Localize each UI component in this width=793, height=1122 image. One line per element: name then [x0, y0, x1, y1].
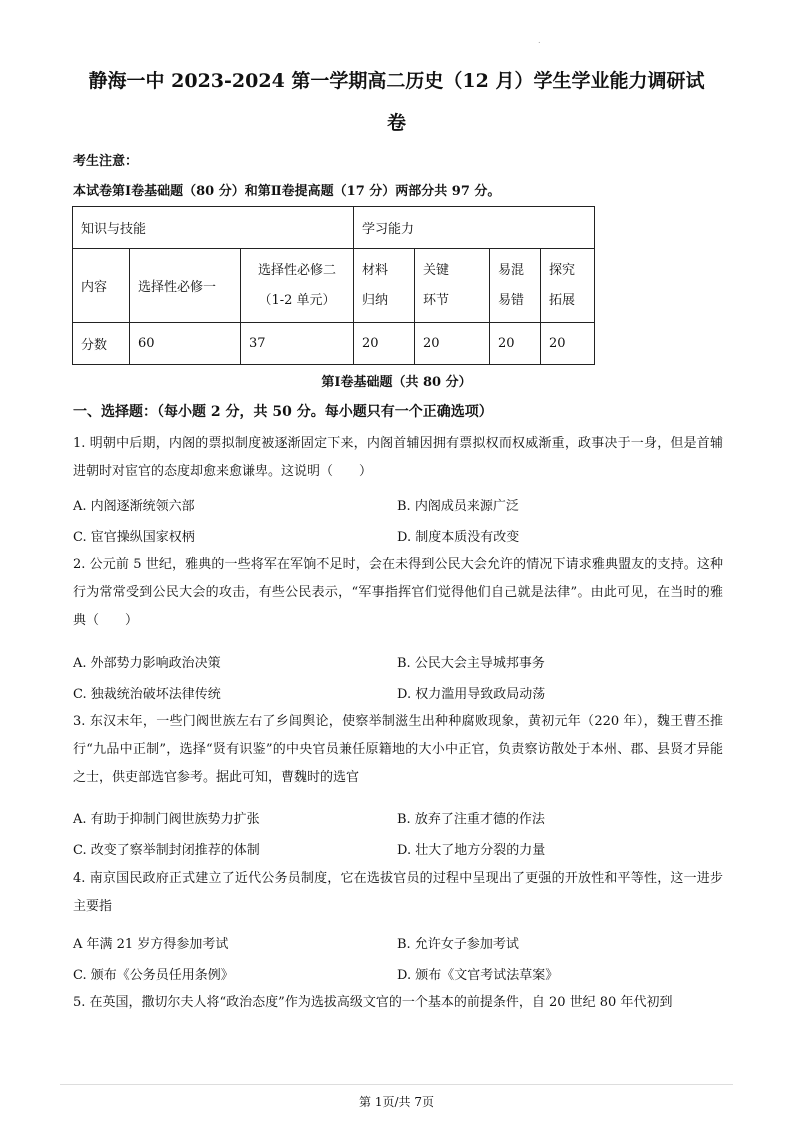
question-2-stem: 2. 公元前 5 世纪，雅典的一些将军在军饷不足时，会在未得到公民大会允许的情况下请求雅典盟友的支持。这种行为常常受到公民大会的攻击，有些公民表示，“军事指挥官们觉得他们自己就是法律”。由此可见，在当时的雅典（ ） [73, 557, 723, 628]
score-cell: 37 [241, 323, 354, 365]
col-material-line2: 归纳 [362, 292, 389, 308]
col-elective-2-line1: 选择性必修二 [257, 262, 336, 278]
col-confusable-line2: 易错 [498, 292, 525, 308]
col-key-step [415, 249, 490, 323]
question-5-stem: 5. 在英国，撒切尔夫人将“政治态度”作为选拔高级文官的一个基本的前提条件，自 20 世纪 80 年代初到 [73, 995, 673, 1010]
table-row [73, 207, 595, 249]
footer-divider [60, 1084, 733, 1085]
question-1-option-d: D. 制度本质没有改变 [397, 530, 520, 545]
question-1-option-a: A. 内阁逐渐统领六部 [73, 499, 195, 514]
score-cell: 20 [541, 323, 595, 365]
table-row [73, 249, 595, 323]
row-label-content: 内容 [73, 249, 130, 323]
table-row [73, 323, 595, 365]
score-cell: 60 [130, 323, 241, 365]
notice-label: 考生注意： [73, 154, 139, 169]
col-confusable [490, 249, 541, 323]
question-4-option-a: A 年满 21 岁方得参加考试 [73, 937, 229, 952]
question-1-stem: 1. 明朝中后期，内阁的票拟制度被逐渐固定下来，内阁首辅因拥有票拟权而权威渐重，政事决于一身，但是首辅进朝时对宦官的态度却愈来愈谦卑。这说明（ ） [73, 436, 723, 479]
score-cell: 20 [490, 323, 541, 365]
col-explore-line2: 拓展 [549, 292, 576, 308]
question-2-option-b: B. 公民大会主导城邦事务 [397, 656, 545, 671]
section1-title: 一、选择题：（每小题 2 分，共 50 分。每小题只有一个正确选项） [73, 404, 493, 420]
col-elective-2-line2: （1-2 单元） [258, 292, 336, 308]
title-line-2: 卷 [386, 112, 406, 134]
col-confusable-line1: 易混 [498, 262, 525, 278]
question-1-option-b: B. 内阁成员来源广泛 [397, 499, 519, 514]
question-4-option-b: B. 允许女子参加考试 [397, 937, 519, 952]
col-explore-line1: 探究 [549, 262, 576, 278]
question-2-option-d: D. 权力滥用导致政局动荡 [397, 687, 546, 702]
col-key-step-line1: 关键 [423, 262, 450, 278]
title-line-1: 静海一中 2023-2024 第一学期高二历史（12 月）学生学业能力调研试 [88, 70, 705, 92]
group-knowledge-skill: 知识与技能 [73, 207, 354, 249]
group-learning-ability: 学习能力 [354, 207, 595, 249]
question-3-option-b: B. 放弃了注重才德的作法 [397, 812, 545, 827]
question-2-option-a: A. 外部势力影响政治决策 [73, 656, 221, 671]
question-1-option-c: C. 宦官操纵国家权柄 [73, 530, 195, 545]
score-cell: 20 [415, 323, 490, 365]
question-3-option-c: C. 改变了察举制封闭推荐的体制 [73, 843, 260, 858]
col-material [354, 249, 415, 323]
part1-title: 第Ⅰ卷基础题（共 80 分） [321, 375, 472, 390]
question-4-option-c: C. 颁布《公务员任用条例》 [73, 968, 234, 983]
col-elective-2 [241, 249, 354, 323]
page-number: 第 1页/共 7页 [359, 1095, 434, 1109]
notice-text: 本试卷第Ⅰ卷基础题（80 分）和第Ⅱ卷提高题（17 分）两部分共 97 分。 [73, 184, 501, 199]
col-elective-1: 选择性必修一 [130, 249, 241, 323]
question-2-option-c: C. 独裁统治破坏法律传统 [73, 687, 221, 702]
question-4-stem: 4. 南京国民政府正式建立了近代公务员制度，它在选拔官员的过程中呈现出了更强的开放性和平等性，这一进步主要指 [73, 871, 723, 914]
question-4-option-d: D. 颁布《文官考试法草案》 [397, 968, 559, 983]
exam-title [60, 60, 733, 144]
question-3-option-a: A. 有助于抑制门阀世族势力扩张 [73, 812, 260, 827]
score-table [72, 206, 595, 365]
col-key-step-line2: 环节 [423, 292, 450, 308]
col-material-line1: 材料 [362, 262, 389, 278]
scan-dot: . [538, 36, 541, 45]
col-explore [541, 249, 595, 323]
score-cell: 20 [354, 323, 415, 365]
question-3-stem: 3. 东汉末年，一些门阀世族左右了乡闾舆论，使察举制滋生出种种腐败现象，黄初元年（220 年），魏王曹丕推行“九品中正制”，选择“贤有识鉴”的中央官员兼任原籍地的大小中正官，负责察访散处于本州、郡、县贤才异能之士，供吏部选官参考。据此可知，曹魏时的选官 [73, 714, 723, 785]
row-label-score: 分数 [73, 323, 130, 365]
question-3-option-d: D. 壮大了地方分裂的力量 [397, 843, 546, 858]
